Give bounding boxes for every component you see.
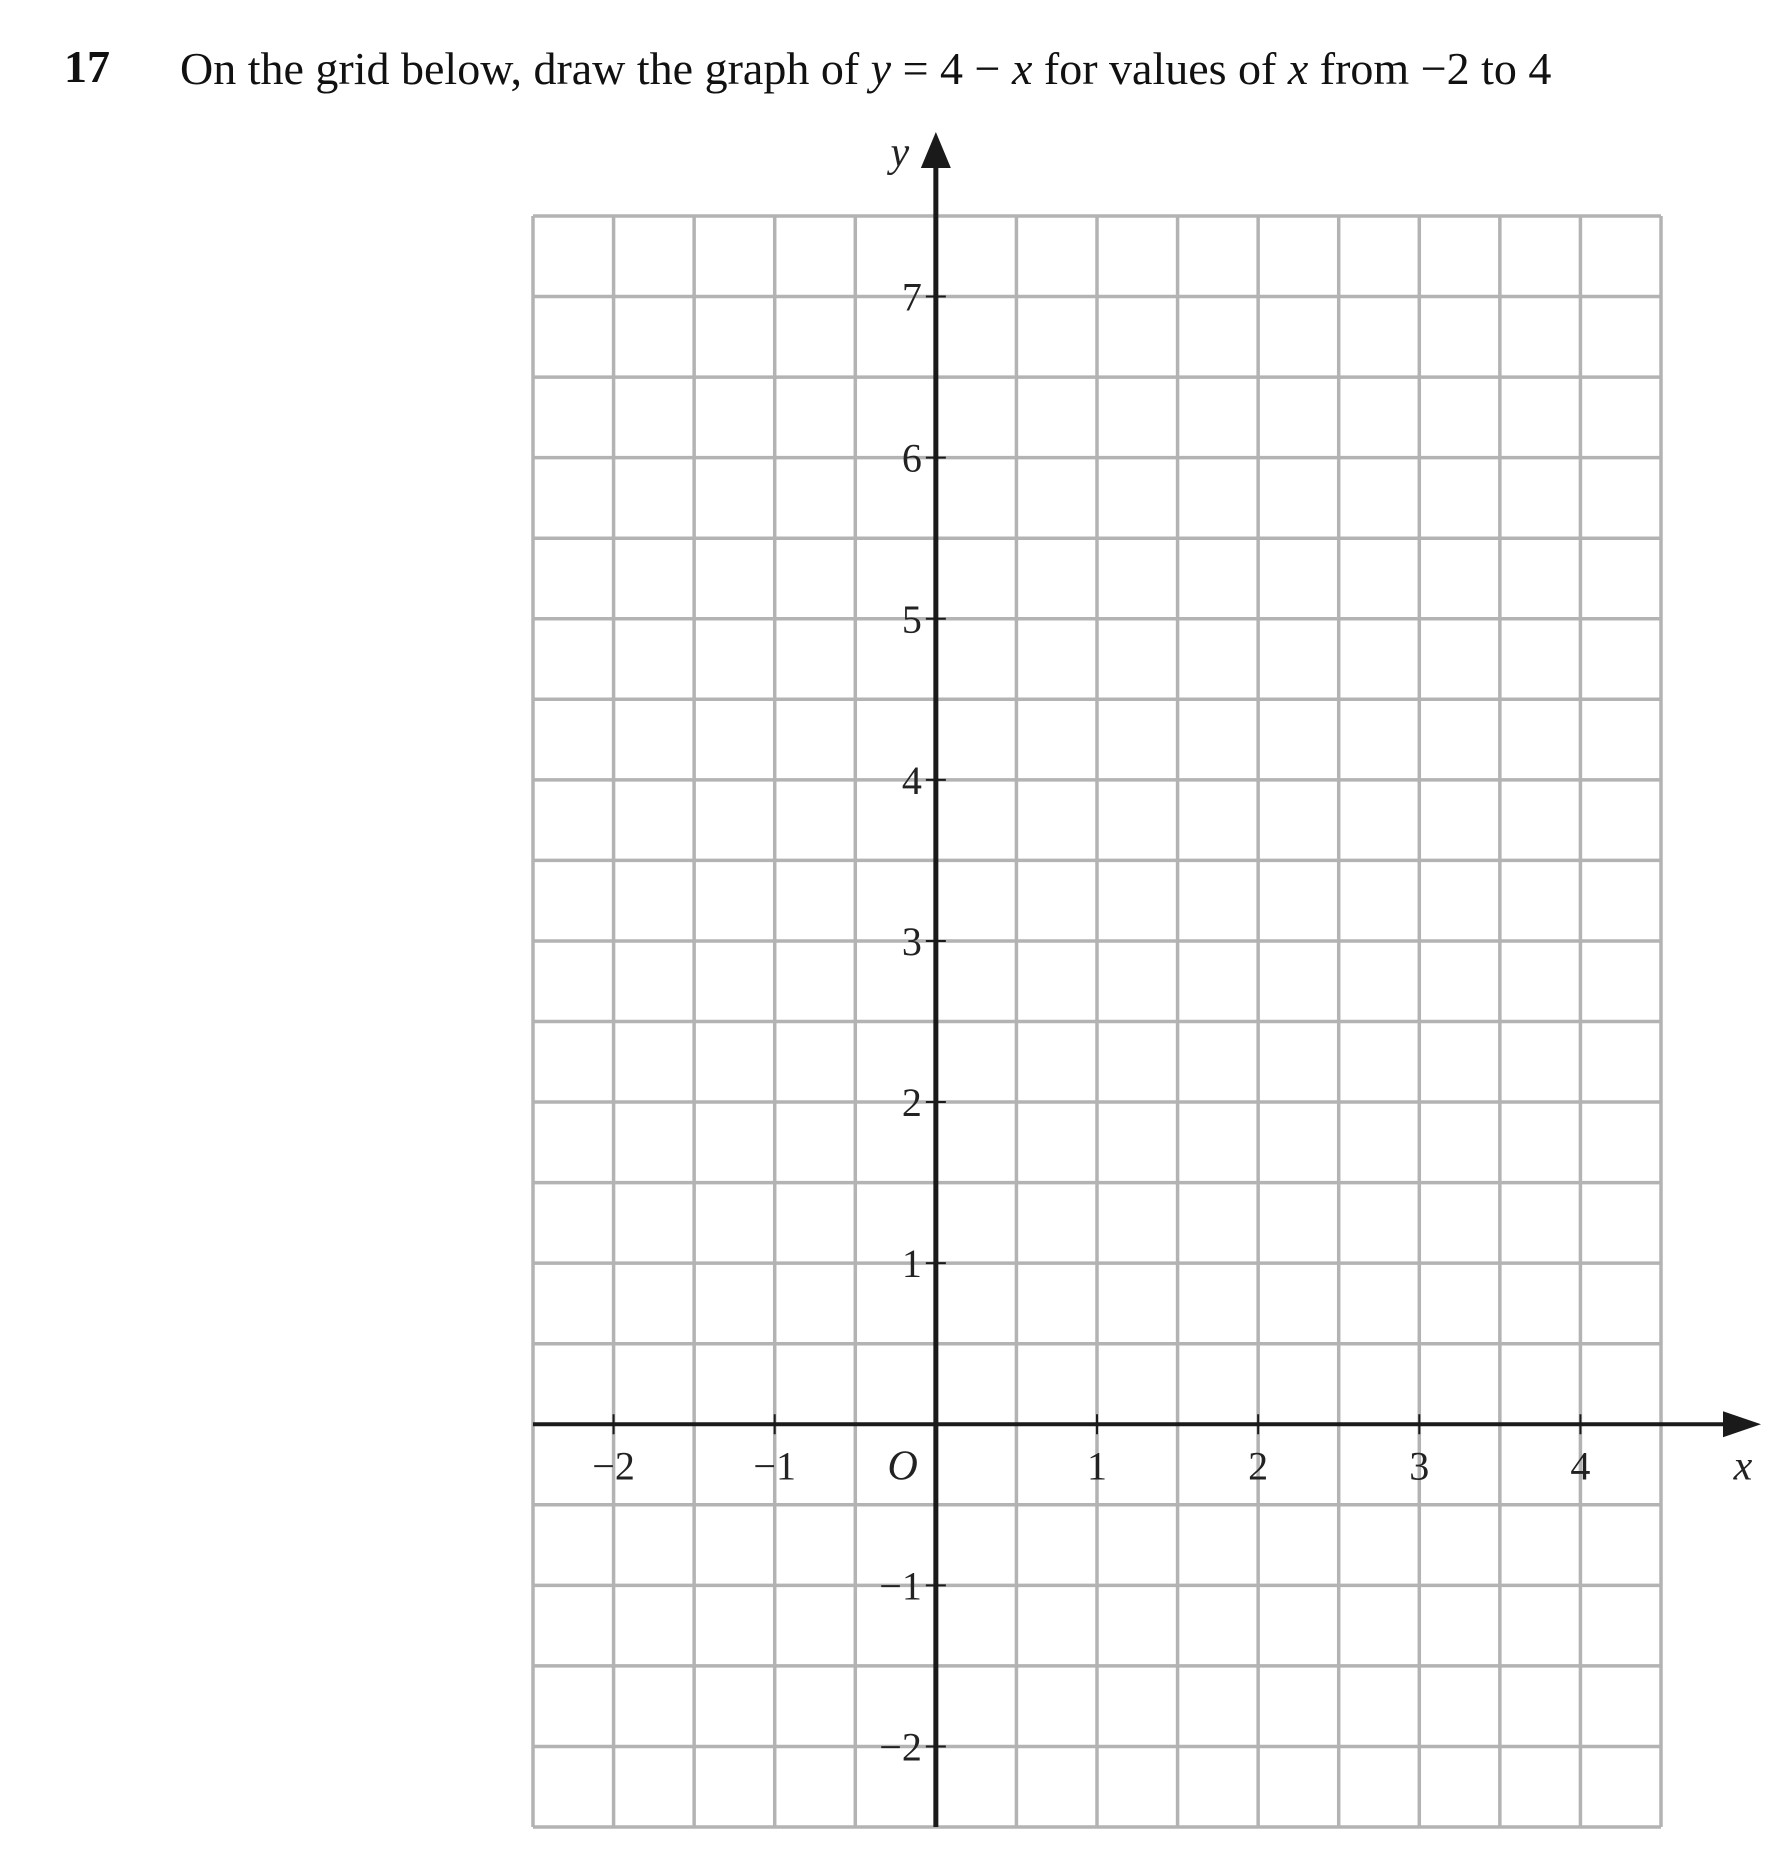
y-axis-arrow-icon xyxy=(921,132,951,168)
question-number: 17 xyxy=(64,41,110,92)
question-var-y: y xyxy=(870,43,892,94)
x-axis-arrow-icon xyxy=(1723,1411,1761,1437)
x-tick-label: −1 xyxy=(753,1443,796,1489)
y-tick-label: 3 xyxy=(901,918,922,964)
x-tick-label: 1 xyxy=(1087,1443,1107,1489)
question-text-range: from −2 to 4 xyxy=(1308,43,1552,94)
x-tick-label: 2 xyxy=(1248,1443,1269,1489)
y-axis-label: y xyxy=(890,130,910,176)
origin-label: O xyxy=(887,1443,918,1490)
y-tick-label: 4 xyxy=(901,757,922,803)
y-tick-label: 6 xyxy=(901,435,922,481)
axes xyxy=(533,132,1761,1827)
x-tick-label: 3 xyxy=(1409,1443,1430,1489)
x-tick-label: −2 xyxy=(592,1443,635,1489)
grid-lines xyxy=(533,216,1661,1827)
y-tick-label: 2 xyxy=(901,1080,922,1126)
question-text-intro: On the grid below, draw the graph of xyxy=(180,43,871,94)
question-var-x: x xyxy=(1011,43,1033,94)
y-tick-label: 5 xyxy=(901,596,922,642)
y-tick-label: 1 xyxy=(901,1241,922,1287)
question-text-for-values: for values of xyxy=(1032,43,1288,94)
question-text-equation: = 4 − xyxy=(891,43,1012,94)
question-var-x-range: x xyxy=(1287,43,1309,94)
x-axis-label: x xyxy=(1733,1443,1753,1490)
y-tick-label: 7 xyxy=(901,274,922,320)
x-tick-label: 4 xyxy=(1570,1443,1591,1489)
y-tick-label: −1 xyxy=(879,1563,922,1609)
y-tick-label: −2 xyxy=(879,1724,922,1770)
